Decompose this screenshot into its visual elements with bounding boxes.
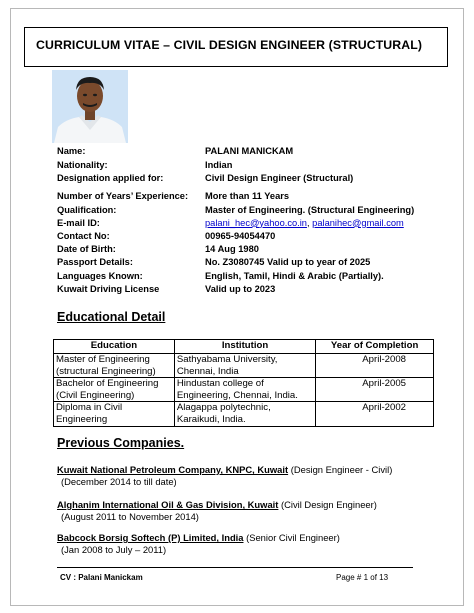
company-name: Alghanim International Oil & Gas Division, Kuwait	[57, 499, 279, 510]
detail-label: Nationality:	[57, 160, 108, 170]
detail-value: More than 11 Years	[205, 191, 290, 202]
detail-label: Kuwait Driving License	[57, 283, 160, 294]
company-name: Kuwait National Petroleum Company, KNPC, Kuwait	[57, 464, 289, 475]
institution-cell	[174, 402, 315, 426]
institution-line: Sathyabama University,	[176, 354, 278, 365]
detail-value: Master of Engineering. (Structural Engineering)	[205, 204, 415, 215]
detail-value: Indian	[205, 160, 233, 170]
company-line	[57, 499, 377, 511]
education-line: Master of Engineering	[56, 354, 150, 365]
education-cell	[54, 354, 175, 378]
detail-label: Designation applied for:	[57, 173, 164, 184]
detail-value: 14 Aug 1980	[205, 244, 259, 255]
company-role: (Civil Design Engineer)	[278, 499, 377, 510]
institution-cell	[174, 378, 315, 402]
detail-label: Languages Known:	[57, 270, 143, 281]
company-role: (Senior Civil Engineer)	[243, 532, 340, 543]
detail-label: Date of Birth:	[57, 244, 116, 255]
education-line: Bachelor of Engineering	[56, 378, 159, 390]
detail-row-nationality	[57, 159, 457, 172]
detail-row-name	[57, 145, 457, 159]
education-line: Diploma in Civil	[56, 402, 123, 414]
email-values	[205, 217, 404, 230]
company-period: (August 2011 to November 2014)	[61, 511, 199, 523]
institution-line: Chennai, India	[176, 365, 239, 377]
detail-value: 00965-94054470	[205, 230, 276, 241]
column-header-institution: Institution	[174, 340, 315, 354]
detail-label: Qualification:	[57, 204, 117, 215]
detail-row-driving-license	[57, 283, 457, 296]
table-row	[54, 378, 434, 402]
year-cell: April-2005	[316, 378, 434, 402]
company-period: (December 2014 to till date)	[61, 476, 177, 488]
email-separator: ,	[306, 217, 310, 228]
detail-value: No. Z3080745 Valid up to year of 2025	[205, 257, 371, 268]
detail-label: Number of Years’ Experience:	[57, 191, 189, 202]
education-table	[53, 339, 434, 427]
institution-line: Karaikudi, India.	[176, 413, 246, 425]
company-name: Babcock Borsig Softech (P) Limited, India	[57, 532, 244, 543]
column-header-year: Year of Completion	[316, 340, 434, 354]
detail-value: English, Tamil, Hindi & Arabic (Partially).	[205, 270, 384, 281]
previous-companies-heading: Previous Companies.	[57, 436, 185, 450]
table-row	[54, 354, 434, 378]
company-entry-knpc	[57, 464, 392, 489]
detail-row-qualification	[57, 204, 457, 217]
detail-label: Passport Details:	[57, 257, 133, 268]
institution-line: Hindustan college of	[176, 378, 264, 390]
detail-row-designation	[57, 172, 457, 185]
company-role: (Design Engineer - Civil)	[288, 464, 393, 475]
detail-row-passport	[57, 256, 457, 269]
detail-row-email	[57, 217, 457, 230]
company-entry-alghanim	[57, 499, 377, 524]
detail-value: Valid up to 2023	[205, 283, 276, 294]
table-header-row	[54, 340, 434, 354]
education-line: (Civil Engineering)	[56, 389, 135, 401]
footer-page-number: Page # 1 of 13	[336, 573, 389, 582]
year-cell: April-2002	[316, 402, 434, 426]
education-line: Engineering	[56, 413, 108, 425]
year-cell: April-2008	[316, 354, 434, 378]
education-line: (structural Engineering)	[56, 365, 156, 377]
email-link-yahoo[interactable]: palani_hec@yahoo.co.in	[205, 217, 307, 228]
detail-row-experience	[57, 190, 457, 203]
detail-label: Contact No:	[57, 230, 110, 241]
detail-row-contact	[57, 230, 457, 243]
document-title: CURRICULUM VITAE – CIVIL DESIGN ENGINEER (STRUCTURAL)	[36, 38, 423, 52]
detail-label: E-mail ID:	[57, 217, 100, 228]
institution-line: Alagappa polytechnic,	[176, 402, 271, 414]
education-cell	[54, 402, 175, 426]
education-heading: Educational Detail	[57, 310, 166, 324]
company-line	[57, 464, 392, 476]
footer-author: CV : Palani Manickam	[60, 573, 143, 582]
personal-details	[57, 145, 457, 296]
email-link-gmail[interactable]: palanihec@gmail.com	[312, 217, 404, 228]
education-cell	[54, 378, 175, 402]
profile-photo	[52, 70, 128, 143]
company-line	[57, 532, 340, 544]
company-period: (Jan 2008 to July – 2011)	[61, 544, 167, 556]
detail-value: PALANI MANICKAM	[205, 146, 294, 156]
detail-label: Name:	[57, 146, 86, 156]
detail-value: Civil Design Engineer (Structural)	[205, 173, 354, 184]
company-entry-babcock	[57, 532, 340, 557]
footer-divider	[57, 567, 413, 568]
detail-row-dob	[57, 243, 457, 256]
institution-line: Engineering, Chennai, India.	[176, 389, 298, 401]
detail-row-languages	[57, 270, 457, 283]
table-row	[54, 402, 434, 426]
column-header-education: Education	[54, 340, 175, 354]
institution-cell	[174, 354, 315, 378]
